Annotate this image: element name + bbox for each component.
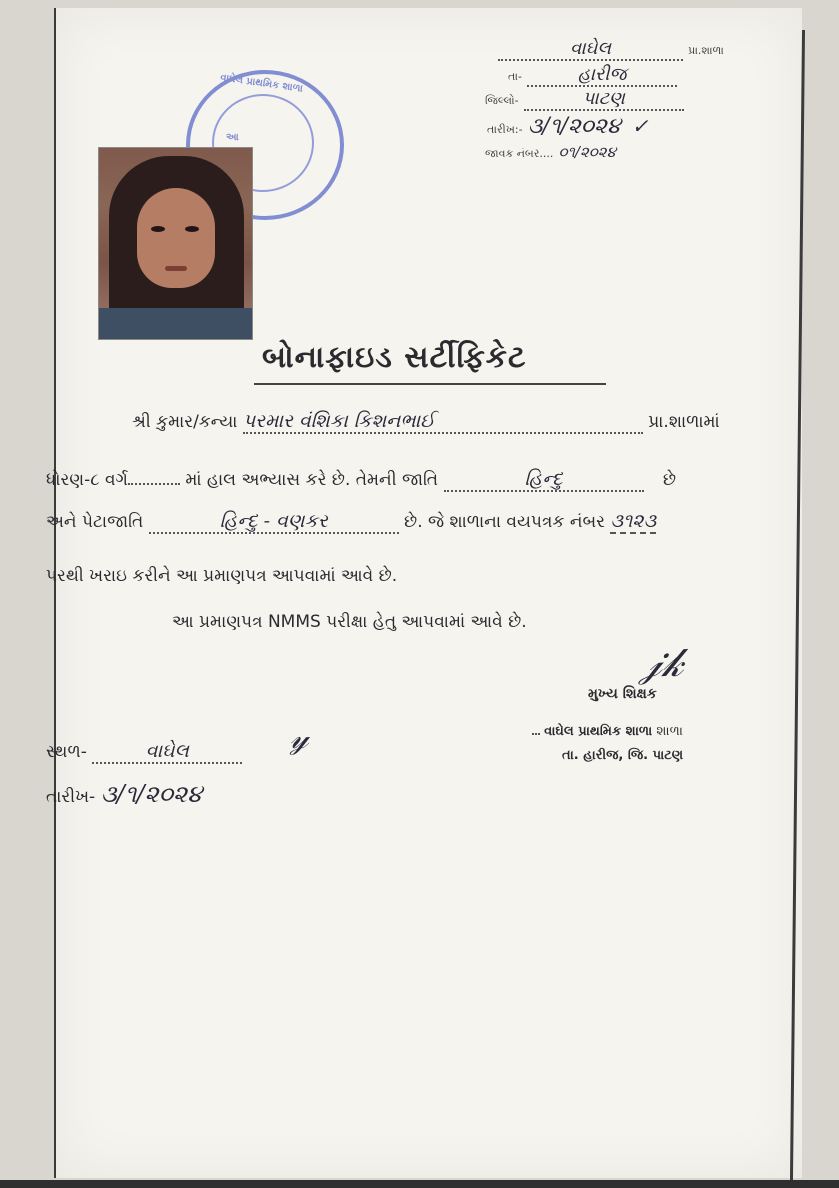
body-line-2: [46, 468, 676, 492]
signature-school-row: [532, 724, 683, 739]
body-line-4: પરથી ખરાઇ કરીને આ પ્રમાણપત્ર આપવામાં આવે છે.: [46, 566, 398, 586]
stamp-text-mid: આ: [226, 132, 239, 143]
header-school-row: [498, 38, 724, 61]
line2-suffix: છે: [662, 470, 677, 490]
line3-label: અને પેટાજાતિ: [46, 512, 144, 532]
header-taluka-value: હારીજ: [527, 64, 677, 87]
signature-school-line: વાઘેલ પ્રાથમિક શાળા: [544, 724, 653, 739]
register-number-value: ૩૧૨૩: [610, 510, 657, 532]
header-district-row: [485, 88, 684, 111]
header-district-label: જિલ્લો-: [485, 94, 519, 107]
body-line-3: [46, 510, 656, 534]
footer-date-value: ૩/૧/૨૦૨૪: [100, 780, 203, 808]
line2-class-blank: [128, 483, 180, 485]
line3-text: છે. જે શાળાના વયપત્રક નંબર: [404, 512, 605, 532]
signature-school-dots: [532, 733, 540, 735]
footer-place-value: વાઘેલ: [92, 740, 242, 764]
title-underline: [254, 383, 606, 385]
line2-text: માં હાલ અભ્યાસ કરે છે. તેમની જાતિ: [185, 470, 439, 490]
header-school-suffix: પ્રા.શાળા: [688, 44, 724, 57]
header-district-value: પાટણ: [524, 88, 684, 111]
line1-suffix: પ્રા.શાળામાં: [648, 412, 720, 432]
footer-date-row: [46, 780, 202, 808]
header-school-value: વાઘેલ: [498, 38, 683, 61]
footer-place-row: [46, 740, 242, 764]
line2-std: ધોરણ-૮ વર્ગ: [46, 470, 128, 490]
header-date-value: ૩/૧/૨૦૨૪: [527, 114, 621, 139]
header-date-label: તારીખ:-: [487, 123, 523, 136]
photo-shirt: [99, 308, 252, 340]
photo-mouth: [165, 266, 187, 271]
footer-date-label: તારીખ-: [46, 787, 96, 807]
header-inward-label: જાવક નંબર....: [485, 147, 554, 160]
header-initial-mark: ✓: [631, 114, 649, 138]
signature-title: મુખ્ય શિક્ષક: [588, 686, 657, 702]
footer-initial-glyph: 𝓎: [290, 718, 309, 756]
certificate-title: બોનાફાઇડ સર્ટીફિકેટ: [262, 340, 527, 375]
caste-value: હિન્દુ: [444, 468, 644, 492]
signature-school-suffix: શાળા: [656, 724, 683, 739]
header-taluka-label: તા-: [508, 70, 522, 83]
body-line-1: [132, 410, 720, 434]
header-inward-row: [485, 142, 616, 161]
page-edge-bottom: [0, 1180, 839, 1188]
footer-initial-mark: [290, 718, 309, 757]
signature-address: તા. હારીજ, જિ. પાટણ: [562, 748, 684, 763]
header-inward-value: ૦૧/૨૦૨૪: [558, 143, 616, 161]
footer-place-label: સ્થળ-: [46, 742, 87, 762]
photo-eye-right: [185, 226, 199, 232]
headteacher-signature: 𝒿𝓀: [640, 640, 684, 686]
line1-label: શ્રી કુમાર/કન્યા: [132, 412, 238, 432]
photo-eye-left: [151, 226, 165, 232]
stamp-text-top: વાઘેલ પ્રાથમિક શાળા: [219, 72, 304, 95]
header-taluka-row: [508, 64, 677, 87]
student-photo: [98, 147, 253, 340]
photo-face: [137, 188, 215, 288]
body-line-5: આ પ્રમાણપત્ર NMMS પરીક્ષા હેતુ આપવામાં આવે છે.: [172, 612, 527, 632]
student-name-value: પરમાર વંશિકા કિશનભાઈ: [243, 410, 643, 434]
header-date-row: [487, 114, 648, 139]
subcaste-value: હિન્દુ - વણકર: [149, 510, 399, 534]
